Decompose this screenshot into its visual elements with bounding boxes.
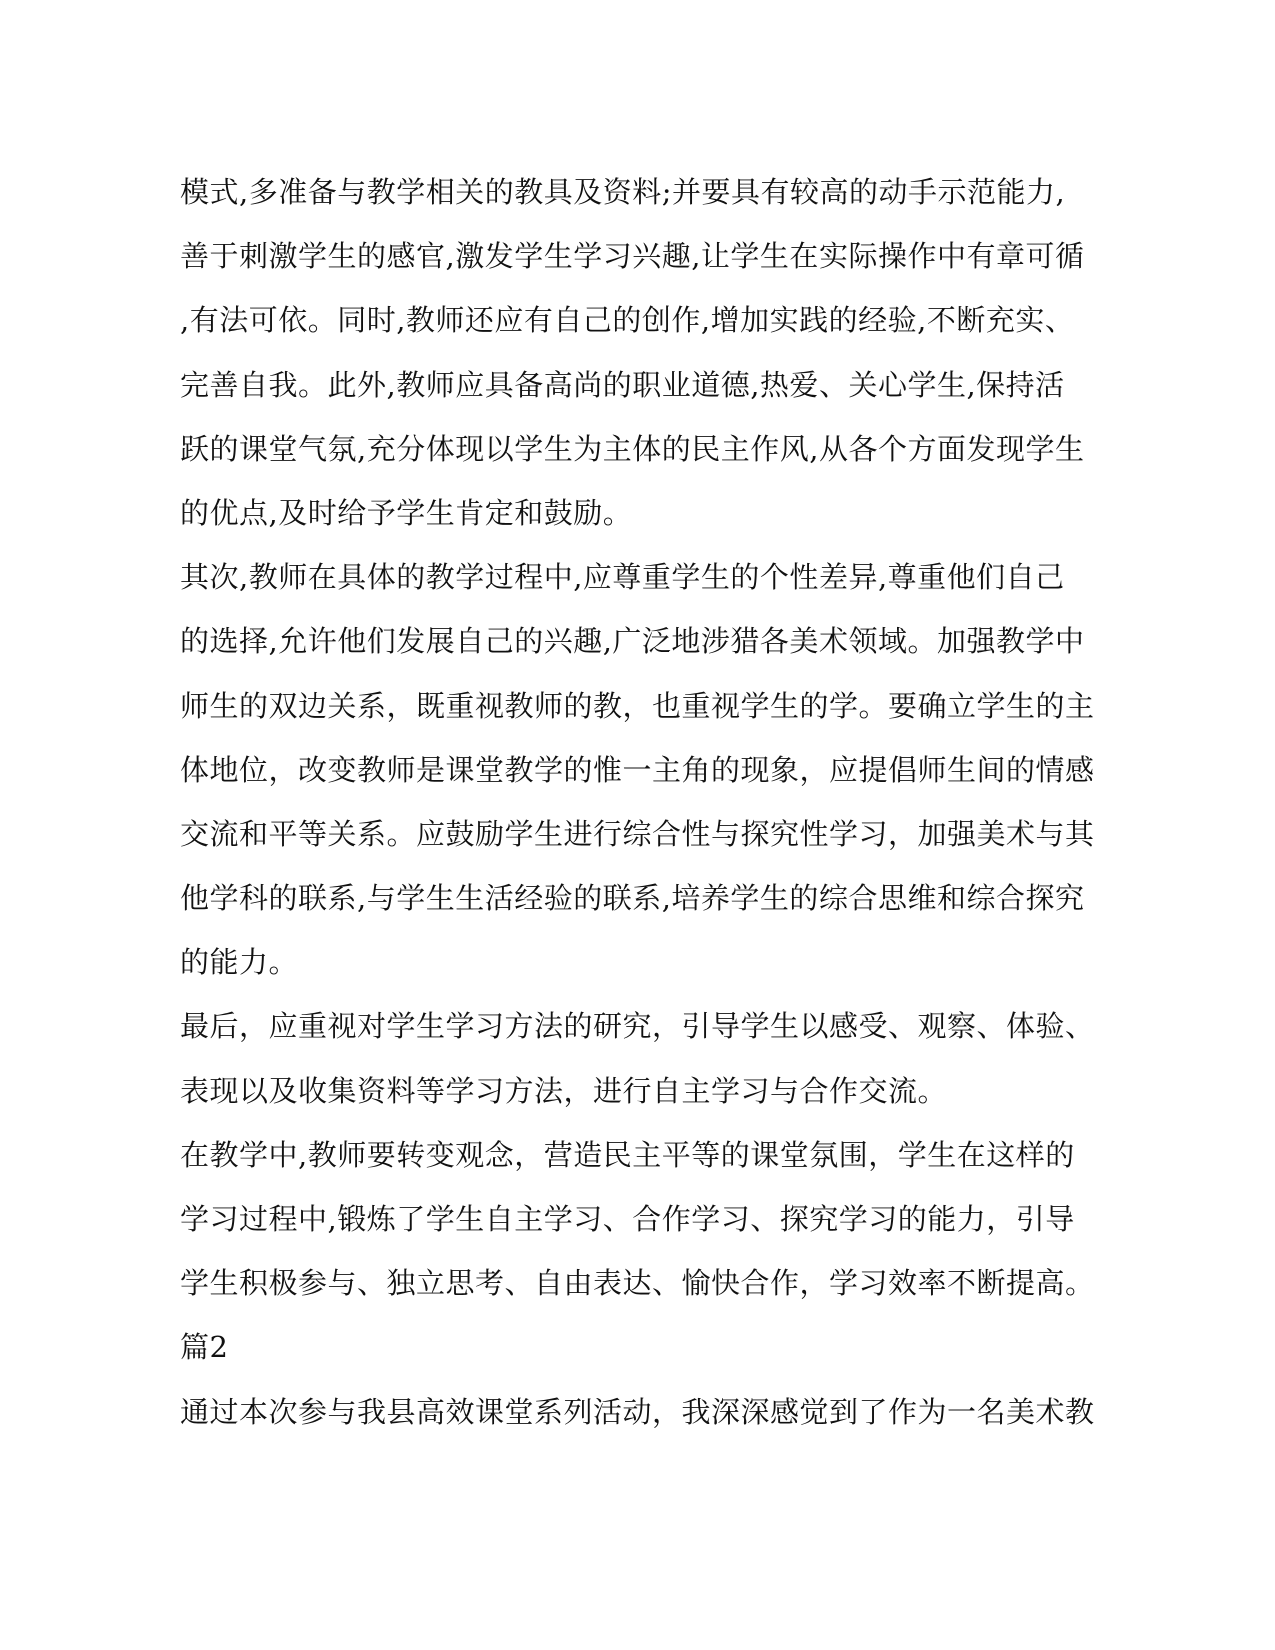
text-line: ,有法可依。同时,教师还应有自己的创作,增加实践的经验,不断充实、 xyxy=(180,303,1075,338)
text-line: 表现以及收集资料等学习方法，进行自主学习与合作交流。 xyxy=(180,1073,948,1108)
section-heading: 篇2 xyxy=(180,1330,229,1365)
text-line: 学生积极参与、独立思考、自由表达、愉快合作，学习效率不断提高。 xyxy=(180,1266,1095,1301)
text-line: 其次,教师在具体的教学过程中,应尊重学生的个性差异,尊重他们自己 xyxy=(180,560,1065,595)
text-line: 善于刺激学生的感官,激发学生学习兴趣,让学生在实际操作中有章可循 xyxy=(180,239,1085,274)
text-line: 完善自我。此外,教师应具备高尚的职业道德,热爱、关心学生,保持活 xyxy=(180,367,1065,402)
text-line: 最后，应重视对学生学习方法的研究，引导学生以感受、观察、体验、 xyxy=(180,1009,1095,1044)
text-line: 的优点,及时给予学生肯定和鼓励。 xyxy=(180,495,633,530)
text-line: 师生的双边关系，既重视教师的教，也重视学生的学。要确立学生的主 xyxy=(180,688,1095,723)
text-line: 模式,多准备与教学相关的教具及资料;并要具有较高的动手示范能力, xyxy=(180,175,1066,209)
text-line: 在教学中,教师要转变观念，营造民主平等的课堂氛围，学生在这样的 xyxy=(180,1137,1075,1172)
text-line: 交流和平等关系。应鼓励学生进行综合性与探究性学习，加强美术与其 xyxy=(180,816,1095,851)
text-line: 他学科的联系,与学生生活经验的联系,培养学生的综合思维和综合探究 xyxy=(180,881,1085,916)
text-line: 跃的课堂气氛,充分体现以学生为主体的民主作风,从各个方面发现学生 xyxy=(180,431,1085,466)
text-line: 通过本次参与我县高效课堂系列活动，我深深感觉到了作为一名美术教 xyxy=(180,1394,1095,1429)
text-line: 体地位，改变教师是课堂教学的惟一主角的现象，应提倡师生间的情感 xyxy=(180,752,1095,787)
document-body xyxy=(180,160,1095,1444)
text-line: 学习过程中,锻炼了学生自主学习、合作学习、探究学习的能力，引导 xyxy=(180,1202,1075,1236)
text-line: 的选择,允许他们发展自己的兴趣,广泛地涉猎各美术领域。加强教学中 xyxy=(180,624,1085,659)
text-line: 的能力。 xyxy=(180,945,299,980)
